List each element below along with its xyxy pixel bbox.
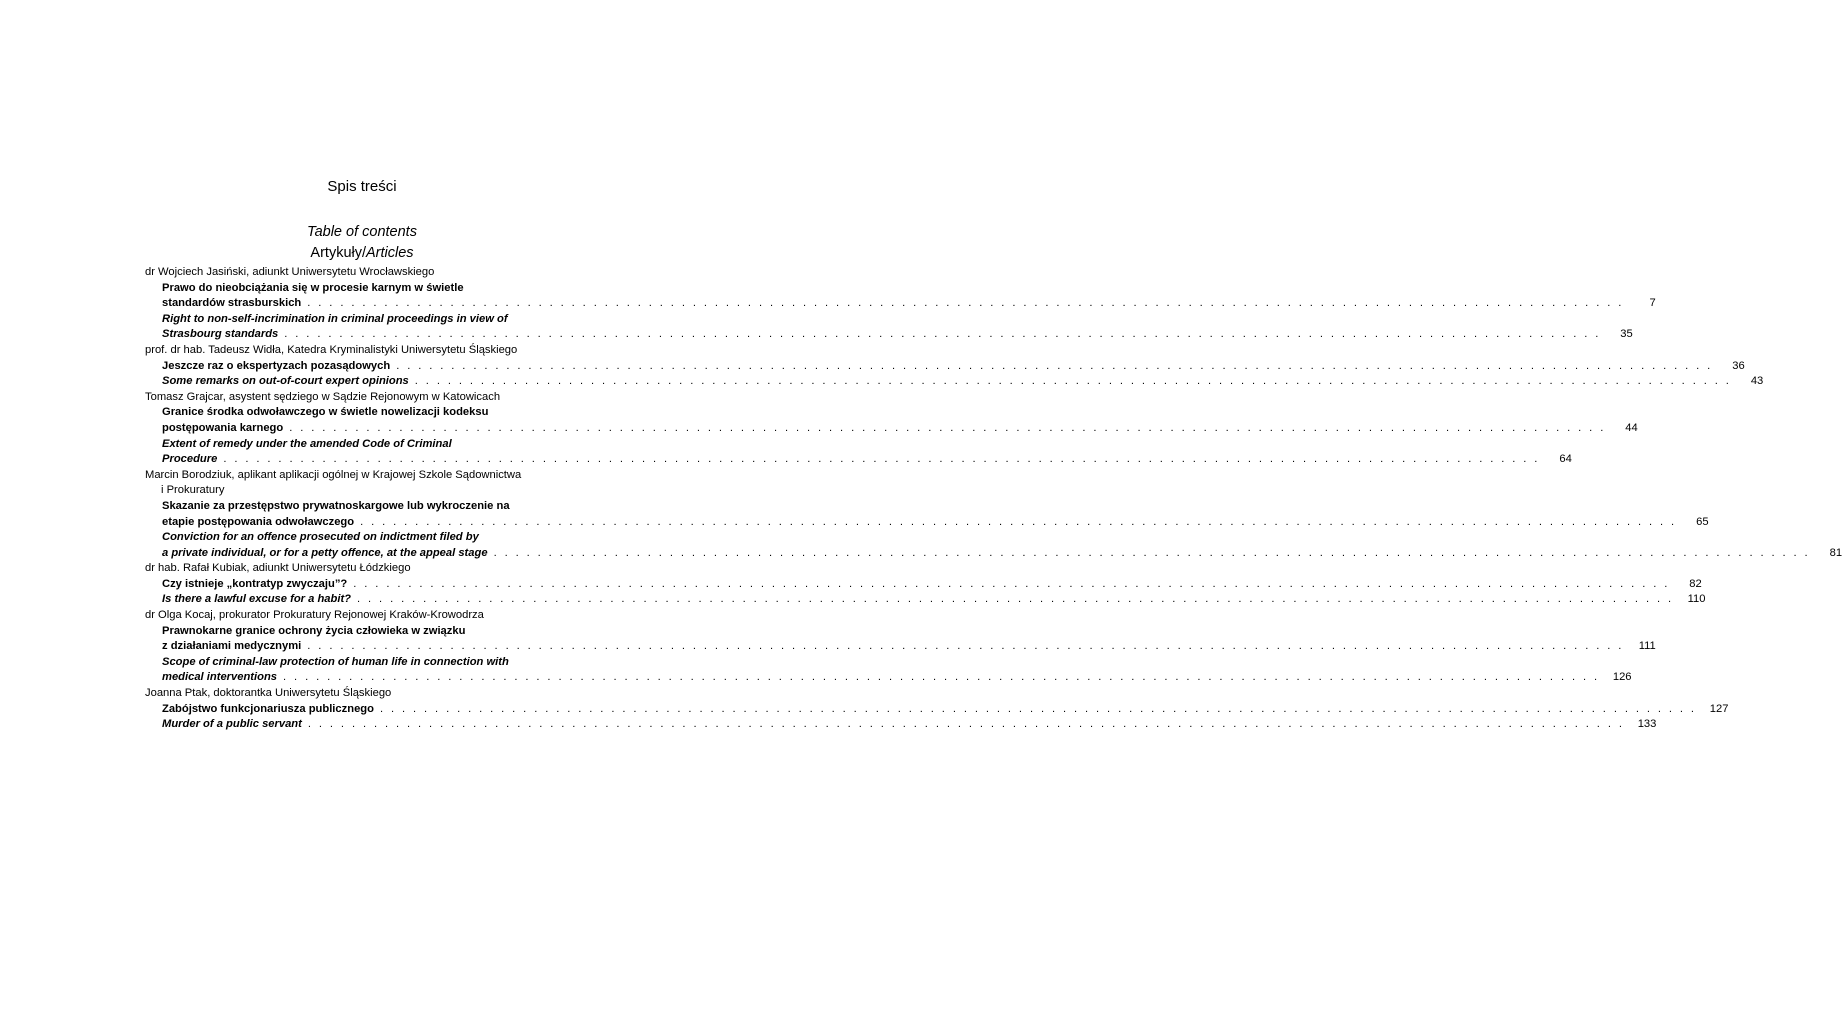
toc-page-number: 111	[1638, 640, 1656, 653]
toc-entry	[145, 421, 1638, 437]
toc-entry	[145, 327, 1633, 343]
toc-entry-title: z działaniami medycznymi	[162, 640, 302, 653]
toc-entry	[145, 296, 1656, 312]
toc-page-number: 126	[1612, 671, 1632, 684]
toc-page-number: 133	[1637, 718, 1657, 731]
table-of-contents	[145, 265, 1842, 733]
toc-page-number: 44	[1625, 421, 1638, 434]
toc-leader-dots: . . . . . . . . . . . . . . . . . . . . . . . . . . . . . . . . . . . . . . . . . . . . . . . . . . . . . . . . . . . . . . . . . . . . . . . . . . . . . . . . . . . . . . . . . . . . . . . . . . . . . . . . . . . . . . . . . . . . . . . .	[360, 515, 1677, 528]
toc-title-line: Scope of criminal-law protection of human life in connection with	[162, 655, 509, 668]
toc-entry-title: Procedure	[162, 453, 218, 466]
toc-entry	[145, 592, 1706, 608]
toc-entry	[145, 577, 1702, 593]
toc-entry-title: Jeszcze raz o ekspertyzach pozasądowych	[162, 359, 391, 372]
toc-page-number: 82	[1689, 577, 1702, 590]
page-heading: Spis treści	[327, 178, 397, 195]
toc-entry	[145, 515, 1709, 531]
toc-page-number: 35	[1620, 328, 1633, 341]
toc-leader-dots: . . . . . . . . . . . . . . . . . . . . . . . . . . . . . . . . . . . . . . . . . . . . . . . . . . . . . . . . . . . . . . . . . . . . . . . . . . . . . . . . . . . . . . . . . . . . . . . . . . . . . . . . . . . . . . . . . . . . . . . .	[396, 359, 1713, 372]
toc-title-line: Right to non-self-incrimination in criminal proceedings in view of	[162, 312, 508, 325]
toc-title-line: Conviction for an offence prosecuted on indictment filed by	[162, 531, 479, 544]
toc-title-line: Extent of remedy under the amended Code of Criminal	[162, 437, 452, 450]
toc-author: dr hab. Rafał Kubiak, adiunkt Uniwersytetu Łódzkiego	[145, 562, 411, 575]
toc-title-line: Skazanie za przestępstwo prywatnoskargowe lub wykroczenie na	[162, 499, 510, 512]
toc-author: Joanna Ptak, doktorantka Uniwersytetu Śląskiego	[145, 687, 392, 700]
toc-leader-dots: . . . . . . . . . . . . . . . . . . . . . . . . . . . . . . . . . . . . . . . . . . . . . . . . . . . . . . . . . . . . . . . . . . . . . . . . . . . . . . . . . . . . . . . . . . . . . . . . . . . . . . . . . . . . . . . . . . . . . . . .	[223, 453, 1540, 466]
toc-page-number: 64	[1559, 453, 1572, 466]
toc-leader-dots: . . . . . . . . . . . . . . . . . . . . . . . . . . . . . . . . . . . . . . . . . . . . . . . . . . . . . . . . . . . . . . . . . . . . . . . . . . . . . . . . . . . . . . . . . . . . . . . . . . . . . . . . . . . . . . . . . . . . . . . .	[289, 421, 1606, 434]
toc-author: dr Olga Kocaj, prokurator Prokuratury Rejonowej Kraków-Krowodrza	[145, 609, 484, 622]
toc-entry	[145, 639, 1656, 655]
toc-entry-title: standardów strasburskich	[162, 297, 302, 310]
toc-page-number: 127	[1709, 702, 1729, 715]
toc-page-number: 43	[1750, 375, 1764, 388]
toc-leader-dots: . . . . . . . . . . . . . . . . . . . . . . . . . . . . . . . . . . . . . . . . . . . . . . . . . . . . . . . . . . . . . . . . . . . . . . . . . . . . . . . . . . . . . . . . . . . . . . . . . . . . . . . . . . . . . . . . . . . . . . . .	[307, 640, 1624, 653]
toc-author: Tomasz Grajcar, asystent sędziego w Sądzie Rejonowym w Katowicach	[145, 390, 501, 403]
toc-entry	[145, 452, 1572, 468]
toc-entry	[145, 717, 1657, 733]
toc-leader-dots: . . . . . . . . . . . . . . . . . . . . . . . . . . . . . . . . . . . . . . . . . . . . . . . . . . . . . . . . . . . . . . . . . . . . . . . . . . . . . . . . . . . . . . . . . . . . . . . . . . . . . . . . . . . . . . . . . . . . . . . .	[284, 328, 1601, 341]
toc-title-line: Granice środka odwoławczego w świetle nowelizacji kodeksu	[162, 406, 489, 419]
toc-entry	[145, 670, 1632, 686]
toc-entry-title: etapie postępowania odwoławczego	[162, 515, 355, 528]
toc-leader-dots: . . . . . . . . . . . . . . . . . . . . . . . . . . . . . . . . . . . . . . . . . . . . . . . . . . . . . . . . . . . . . . . . . . . . . . . . . . . . . . . . . . . . . . . . . . . . . . . . . . . . . . . . . . . . . . . . . . . . . . . .	[493, 546, 1811, 559]
toc-entry-title: Some remarks on out-of-court expert opinions	[162, 375, 409, 388]
section-heading-en: Articles	[366, 245, 414, 261]
toc-entry	[145, 374, 1764, 390]
toc-leader-dots: . . . . . . . . . . . . . . . . . . . . . . . . . . . . . . . . . . . . . . . . . . . . . . . . . . . . . . . . . . . . . . . . . . . . . . . . . . . . . . . . . . . . . . . . . . . . . . . . . . . . . . . . . . . . . . . . . . . . . . . .	[307, 718, 1625, 731]
section-heading-pl: Artykuły/	[310, 245, 367, 261]
toc-page-number: 36	[1732, 359, 1745, 372]
toc-author: prof. dr hab. Tadeusz Widła, Katedra Kryminalistyki Uniwersytetu Śląskiego	[145, 343, 518, 356]
toc-leader-dots: . . . . . . . . . . . . . . . . . . . . . . . . . . . . . . . . . . . . . . . . . . . . . . . . . . . . . . . . . . . . . . . . . . . . . . . . . . . . . . . . . . . . . . . . . . . . . . . . . . . . . . . . . . . . . . . . . . . . . . . .	[414, 375, 1732, 388]
toc-entry-title: Is there a lawful excuse for a habit?	[162, 593, 352, 606]
toc-entry	[145, 359, 1745, 375]
toc-entry-title: medical interventions	[162, 671, 278, 684]
toc-title-line: Prawo do nieobciążania się w procesie karnym w świetle	[162, 281, 464, 294]
toc-leader-dots: . . . . . . . . . . . . . . . . . . . . . . . . . . . . . . . . . . . . . . . . . . . . . . . . . . . . . . . . . . . . . . . . . . . . . . . . . . . . . . . . . . . . . . . . . . . . . . . . . . . . . . . . . . . . . . . . . . . . . . . .	[357, 593, 1674, 606]
toc-page-number: 65	[1696, 515, 1709, 528]
toc-leader-dots: . . . . . . . . . . . . . . . . . . . . . . . . . . . . . . . . . . . . . . . . . . . . . . . . . . . . . . . . . . . . . . . . . . . . . . . . . . . . . . . . . . . . . . . . . . . . . . . . . . . . . . . . . . . . . . . . . . . . . . . .	[353, 577, 1670, 590]
toc-title-line: Prawnokarne granice ochrony życia człowieka w związku	[162, 624, 466, 637]
toc-entry-title: a private individual, or for a petty offence, at the appeal stage	[162, 546, 488, 559]
section-heading	[0, 245, 724, 261]
toc-page-number: 81	[1829, 546, 1842, 559]
toc-page-number: 110	[1687, 593, 1706, 606]
toc-entry	[145, 546, 1842, 562]
toc-entry-title: Zabójstwo funkcjonariusza publicznego	[162, 702, 374, 715]
page-subheading: Table of contents	[307, 224, 417, 240]
toc-leader-dots: . . . . . . . . . . . . . . . . . . . . . . . . . . . . . . . . . . . . . . . . . . . . . . . . . . . . . . . . . . . . . . . . . . . . . . . . . . . . . . . . . . . . . . . . . . . . . . . . . . . . . . . . . . . . . . . . . . . . . . . .	[307, 297, 1624, 310]
toc-entry	[145, 702, 1729, 718]
toc-author: dr Wojciech Jasiński, adiunkt Uniwersytetu Wrocławskiego	[145, 266, 435, 278]
toc-author-continued: i Prokuratury	[161, 484, 225, 497]
toc-entry-title: Murder of a public servant	[162, 718, 302, 731]
toc-leader-dots: . . . . . . . . . . . . . . . . . . . . . . . . . . . . . . . . . . . . . . . . . . . . . . . . . . . . . . . . . . . . . . . . . . . . . . . . . . . . . . . . . . . . . . . . . . . . . . . . . . . . . . . . . . . . . . . . . . . . . . . .	[379, 702, 1697, 715]
toc-author: Marcin Borodziuk, aplikant aplikacji ogólnej w Krajowej Szkole Sądownictwa	[145, 468, 522, 481]
toc-entry-title: postępowania karnego	[162, 421, 284, 434]
toc-page-number: 7	[1649, 297, 1656, 310]
toc-leader-dots: . . . . . . . . . . . . . . . . . . . . . . . . . . . . . . . . . . . . . . . . . . . . . . . . . . . . . . . . . . . . . . . . . . . . . . . . . . . . . . . . . . . . . . . . . . . . . . . . . . . . . . . . . . . . . . . . . . . . . . . .	[283, 671, 1600, 684]
toc-entry-title: Strasbourg standards	[162, 328, 279, 341]
toc-entry-title: Czy istnieje „kontratyp zwyczaju”?	[162, 577, 348, 590]
